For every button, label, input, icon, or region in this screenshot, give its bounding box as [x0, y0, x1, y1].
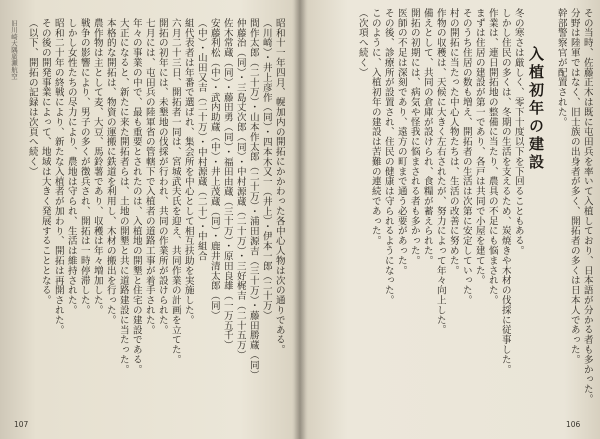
right-page: [304, 0, 600, 439]
text-column: （以下、開拓の記録は次頁へ続く）: [26, 18, 38, 177]
text-column: 仲藤治（同）・三島丈次郎（同）・中村源蔵（二十万）・三好梶吉（二十五万）: [234, 18, 246, 360]
running-head: 旧川崎大隅廣瀬航空: [10, 20, 18, 80]
text-column: （中）・山田又吉（二十万）・中村源蔵（二十）・中組合: [195, 18, 207, 261]
text-column: 開拓の初期には、病気や怪我に悩まされる者も多かった。: [408, 8, 420, 266]
text-column: 佐木常蔵（同）・藤田勇（同）・福田由蔵（三十万）・原田良雄（一万五千）: [221, 18, 233, 351]
text-column: しかし住民の多くは、冬期の生活を支えるため、炭焼きや木材の伐採に従事した。: [499, 8, 511, 375]
text-column: そのうち住居の数も増え、開拓者の生活は次第に安定していった。: [460, 8, 472, 305]
text-column: 農作物は主として麦、大豆、馬鈴薯であり、収穫は年々増加した。: [91, 18, 103, 315]
text-column: （次項へ続く）: [356, 8, 368, 78]
left-page: [0, 0, 296, 439]
text-column: 安藤利松（中）・武内助蔵（中）・井上茂蔵（同）・鹿井清太郎（同）: [208, 18, 220, 321]
text-column: 昭和二十年の終戦により、新たな入植者が加わり、開拓は再開された。: [52, 18, 64, 335]
text-column: 幹部警察官が配置された。: [555, 8, 567, 127]
text-column: 備えとして、共同の倉庫が設けられ、食糧が蓄えられた。: [421, 8, 433, 266]
text-column: 作物の収穫は、天候に大きく左右されたが、努力によって年々向上した。: [434, 8, 446, 335]
text-column: 戦争の影響により、男子の多くが徴兵され、開拓は一時停滞した。: [78, 18, 90, 315]
text-column: 分野は陸軍ではなく、旧士族の出身者が多く、開拓者の多くは日本人であった。: [568, 8, 580, 365]
text-column: （川崎）・井上彦作（同）・四本木又一（井上）・伊本一郎（二十万）: [260, 18, 272, 321]
text-column: 組代表者は年番で選ばれ、集会所を中心として相互扶助を実施した。: [182, 18, 194, 325]
text-column: 開拓の初年には、未墾地の伐採が行われ、共同の作業所が設けられた。: [156, 18, 168, 335]
text-column: 六月二十三日、開拓者一同は、宮城武夫氏を迎え、共同作業の計画を立てた。: [169, 18, 181, 365]
text-column: 村の開拓に当たった中心人物たちは、生活の改善に努めた。: [447, 8, 459, 276]
section-title: 入植初年の建設: [527, 46, 545, 172]
text-column: 昭和十一年四月、幌加内の開拓にかかわった各中心人物は次の通りである。: [273, 18, 285, 355]
text-column: 七月には、屯田兵の陸軍省の管轄下で入植者の道路工事が着手された。: [143, 18, 155, 335]
text-column: しかし女性たちの尽力により、農地は守られ、生活は維持された。: [65, 18, 77, 315]
text-column: 冬の寒さは厳しく、零下十度以下を下回ることもある。: [512, 8, 524, 256]
text-column: 間作太郎（二十万）・山本作太郎（二十万）・浦田源吉（三十万）・藤田勝蔵（同）: [247, 18, 259, 380]
text-column: 大正になると、新たに来た開拓者らは、土地の開墾と共に道路建設に当たった。: [117, 18, 129, 375]
text-column: 医師の不足は深刻であり、遠方の町まで通う必要があった。: [395, 8, 407, 276]
text-column: その後の開発事業によって、地域は大きく発展することとなる。: [39, 18, 51, 306]
text-column: このように、入植初年の建設は苦難の連続であった。: [369, 8, 381, 246]
text-column: 年々の事業の中で、最も重要とされたのは、入植地の開墾と住宅の建設である。: [130, 18, 142, 375]
text-column: 作業は、連日開拓地の整備に当たり、農具の不足にも悩まされた。: [486, 8, 498, 305]
text-column: その当時、佐藤正木は既に屯田兵を率いて入植しており、日本語が分かる者も多かった。: [581, 8, 593, 404]
text-column: まずは住居の建設が第一であり、各戸は共同で小屋を建てた。: [473, 8, 485, 286]
text-column: 本格的な開拓は、物資の運搬に鉄道を利用し、木材の搬出を行った。: [104, 18, 116, 325]
left-page-number: 107: [14, 420, 29, 429]
right-page-number: 106: [566, 420, 581, 429]
text-column: その後、診療所が設置され、住民の健康は守られるようになった。: [382, 8, 394, 305]
